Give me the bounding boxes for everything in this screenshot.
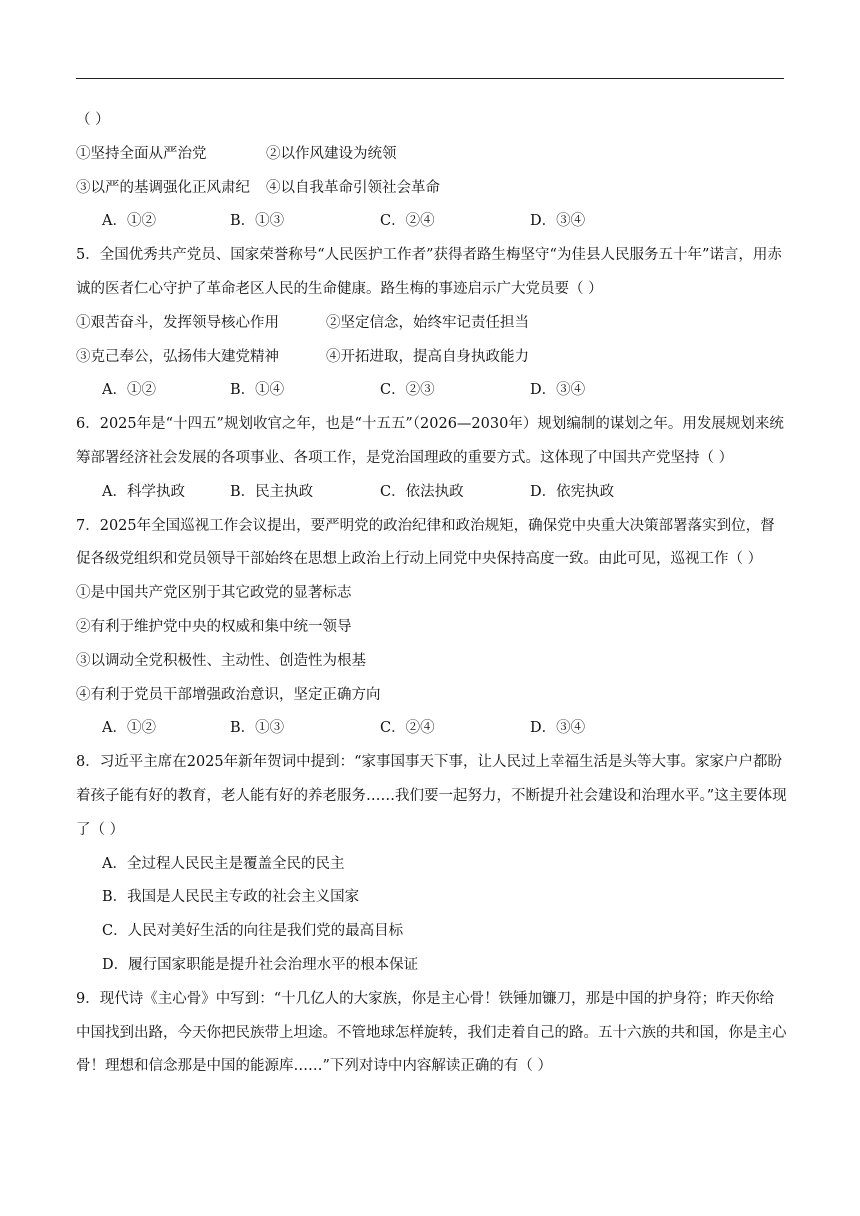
- q5-option-b[interactable]: B．①④: [230, 382, 285, 399]
- q4-items-row-2: [76, 172, 788, 206]
- q4-option-c[interactable]: C．②④: [380, 213, 435, 230]
- q6-block: [76, 408, 788, 476]
- q7-item-2: ②有利于维护党中央的权威和集中统一领导: [76, 618, 352, 635]
- q8-block: [76, 746, 788, 847]
- q7-stem: 7．2025年全国巡视工作会议提出，要严明党的政治纪律和政治规矩，确保党中央重大决策部署落实到位，督促各级党组织和党员领导干部始终在思想上政治上行动上同党中央保持高度一致。由此可见，巡视工作（ ）: [76, 517, 775, 568]
- q8-option-b[interactable]: B．我国是人民民主专政的社会主义国家: [102, 889, 360, 906]
- q7-option-c[interactable]: C．②④: [380, 720, 435, 737]
- q6-option-a[interactable]: A．科学执政: [102, 483, 185, 500]
- q5-stem: 5．全国优秀共产党员、国家荣誉称号“人民医护工作者”获得者路生梅坚守“为佳县人民服务五十年”诺言，用赤诚的医者仁心守护了革命老区人民的生命健康。路生梅的事迹启示广大党员要（ ）: [76, 247, 782, 297]
- q5-item-4: ④开拓进取，提高自身执政能力: [326, 348, 529, 365]
- q5-option-a[interactable]: A．①②: [102, 382, 156, 399]
- q6-option-b[interactable]: B．民主执政: [230, 483, 314, 500]
- q6-options: [76, 476, 788, 510]
- q8-option-c[interactable]: C．人民对美好生活的向往是我们党的最高目标: [102, 923, 404, 940]
- q4-items-row-1: [76, 138, 788, 172]
- q5-items-row-1: [76, 307, 788, 341]
- q4-item-2: ②以作风建设为统领: [266, 145, 397, 162]
- q5-option-d[interactable]: D．③④: [530, 382, 586, 399]
- q7-block: [76, 510, 788, 578]
- q7-options: [76, 712, 788, 746]
- q7-option-b[interactable]: B．①③: [230, 720, 285, 737]
- q7-item-4: ④有利于党员干部增强政治意识，坚定正确方向: [76, 686, 381, 703]
- q4-option-d[interactable]: D．③④: [530, 213, 586, 230]
- q9-stem: 9．现代诗《主心骨》中写到：“十几亿人的大家族，你是主心骨！铁锤加镰刀，那是中国的护身符；昨天你给中国找到出路，今天你把民族带上坦途。不管地球怎样旋转，我们走着自己的路。五十六族的共和国，你是主心骨！理想和信念那是中国的能源库……”下列对诗中内容解读正确的有（ ）: [76, 990, 787, 1075]
- q6-option-c[interactable]: C．依法执政: [380, 483, 464, 500]
- q4-item-1: ①坚持全面从严治党: [76, 145, 207, 162]
- q8-stem: 8．习近平主席在2025年新年贺词中提到：“家事国事天下事，让人民过上幸福生活是头等大事。家家户户都盼着孩子能有好的教育，老人能有好的养老服务……我们要一起努力，不断提升社会建设和治理水平。”这主要体现了（ ）: [76, 754, 787, 838]
- q7-item-3: ③以调动全党积极性、主动性、创造性为根基: [76, 652, 366, 669]
- q7-item-1: ①是中国共产党区别于其它政党的显著标志: [76, 585, 352, 602]
- q8-option-d[interactable]: D．履行国家职能是提升社会治理水平的根本保证: [102, 956, 419, 973]
- q4-option-a[interactable]: A．①②: [102, 213, 156, 230]
- q5-item-1: ①艰苦奋斗，发挥领导核心作用: [76, 314, 279, 331]
- q4-option-b[interactable]: B．①③: [230, 213, 285, 230]
- q4-options: [76, 205, 788, 239]
- q5-block: [76, 239, 788, 307]
- header-rule: [76, 78, 784, 79]
- q5-option-c[interactable]: C．②③: [380, 382, 435, 399]
- q5-options: [76, 374, 788, 408]
- question-page: [76, 104, 788, 1084]
- q9-block: [76, 983, 788, 1084]
- q4-answer-blank: （ ）: [76, 112, 110, 128]
- q5-items-row-2: [76, 341, 788, 375]
- q6-stem: 6．2025年是“十四五”规划收官之年，也是“十五五”（2026—2030年）规划编制的谋划之年。用发展规划来统筹部署经济社会发展的各项事业、各项工作，是党治国理政的重要方式。这体现了中国共产党坚持（ ）: [76, 416, 784, 466]
- q4-item-4: ④以自我革命引领社会革命: [266, 179, 440, 196]
- q7-option-a[interactable]: A．①②: [102, 720, 156, 737]
- q7-option-d[interactable]: D．③④: [530, 720, 586, 737]
- q4-item-3: ③以严的基调强化正风肃纪: [76, 179, 250, 196]
- q8-option-a[interactable]: A．全过程人民民主是覆盖全民的民主: [102, 855, 345, 872]
- q6-option-d[interactable]: D．依宪执政: [530, 483, 615, 500]
- q5-item-3: ③克己奉公，弘扬伟大建党精神: [76, 348, 279, 365]
- q5-item-2: ②坚定信念，始终牢记责任担当: [326, 314, 529, 331]
